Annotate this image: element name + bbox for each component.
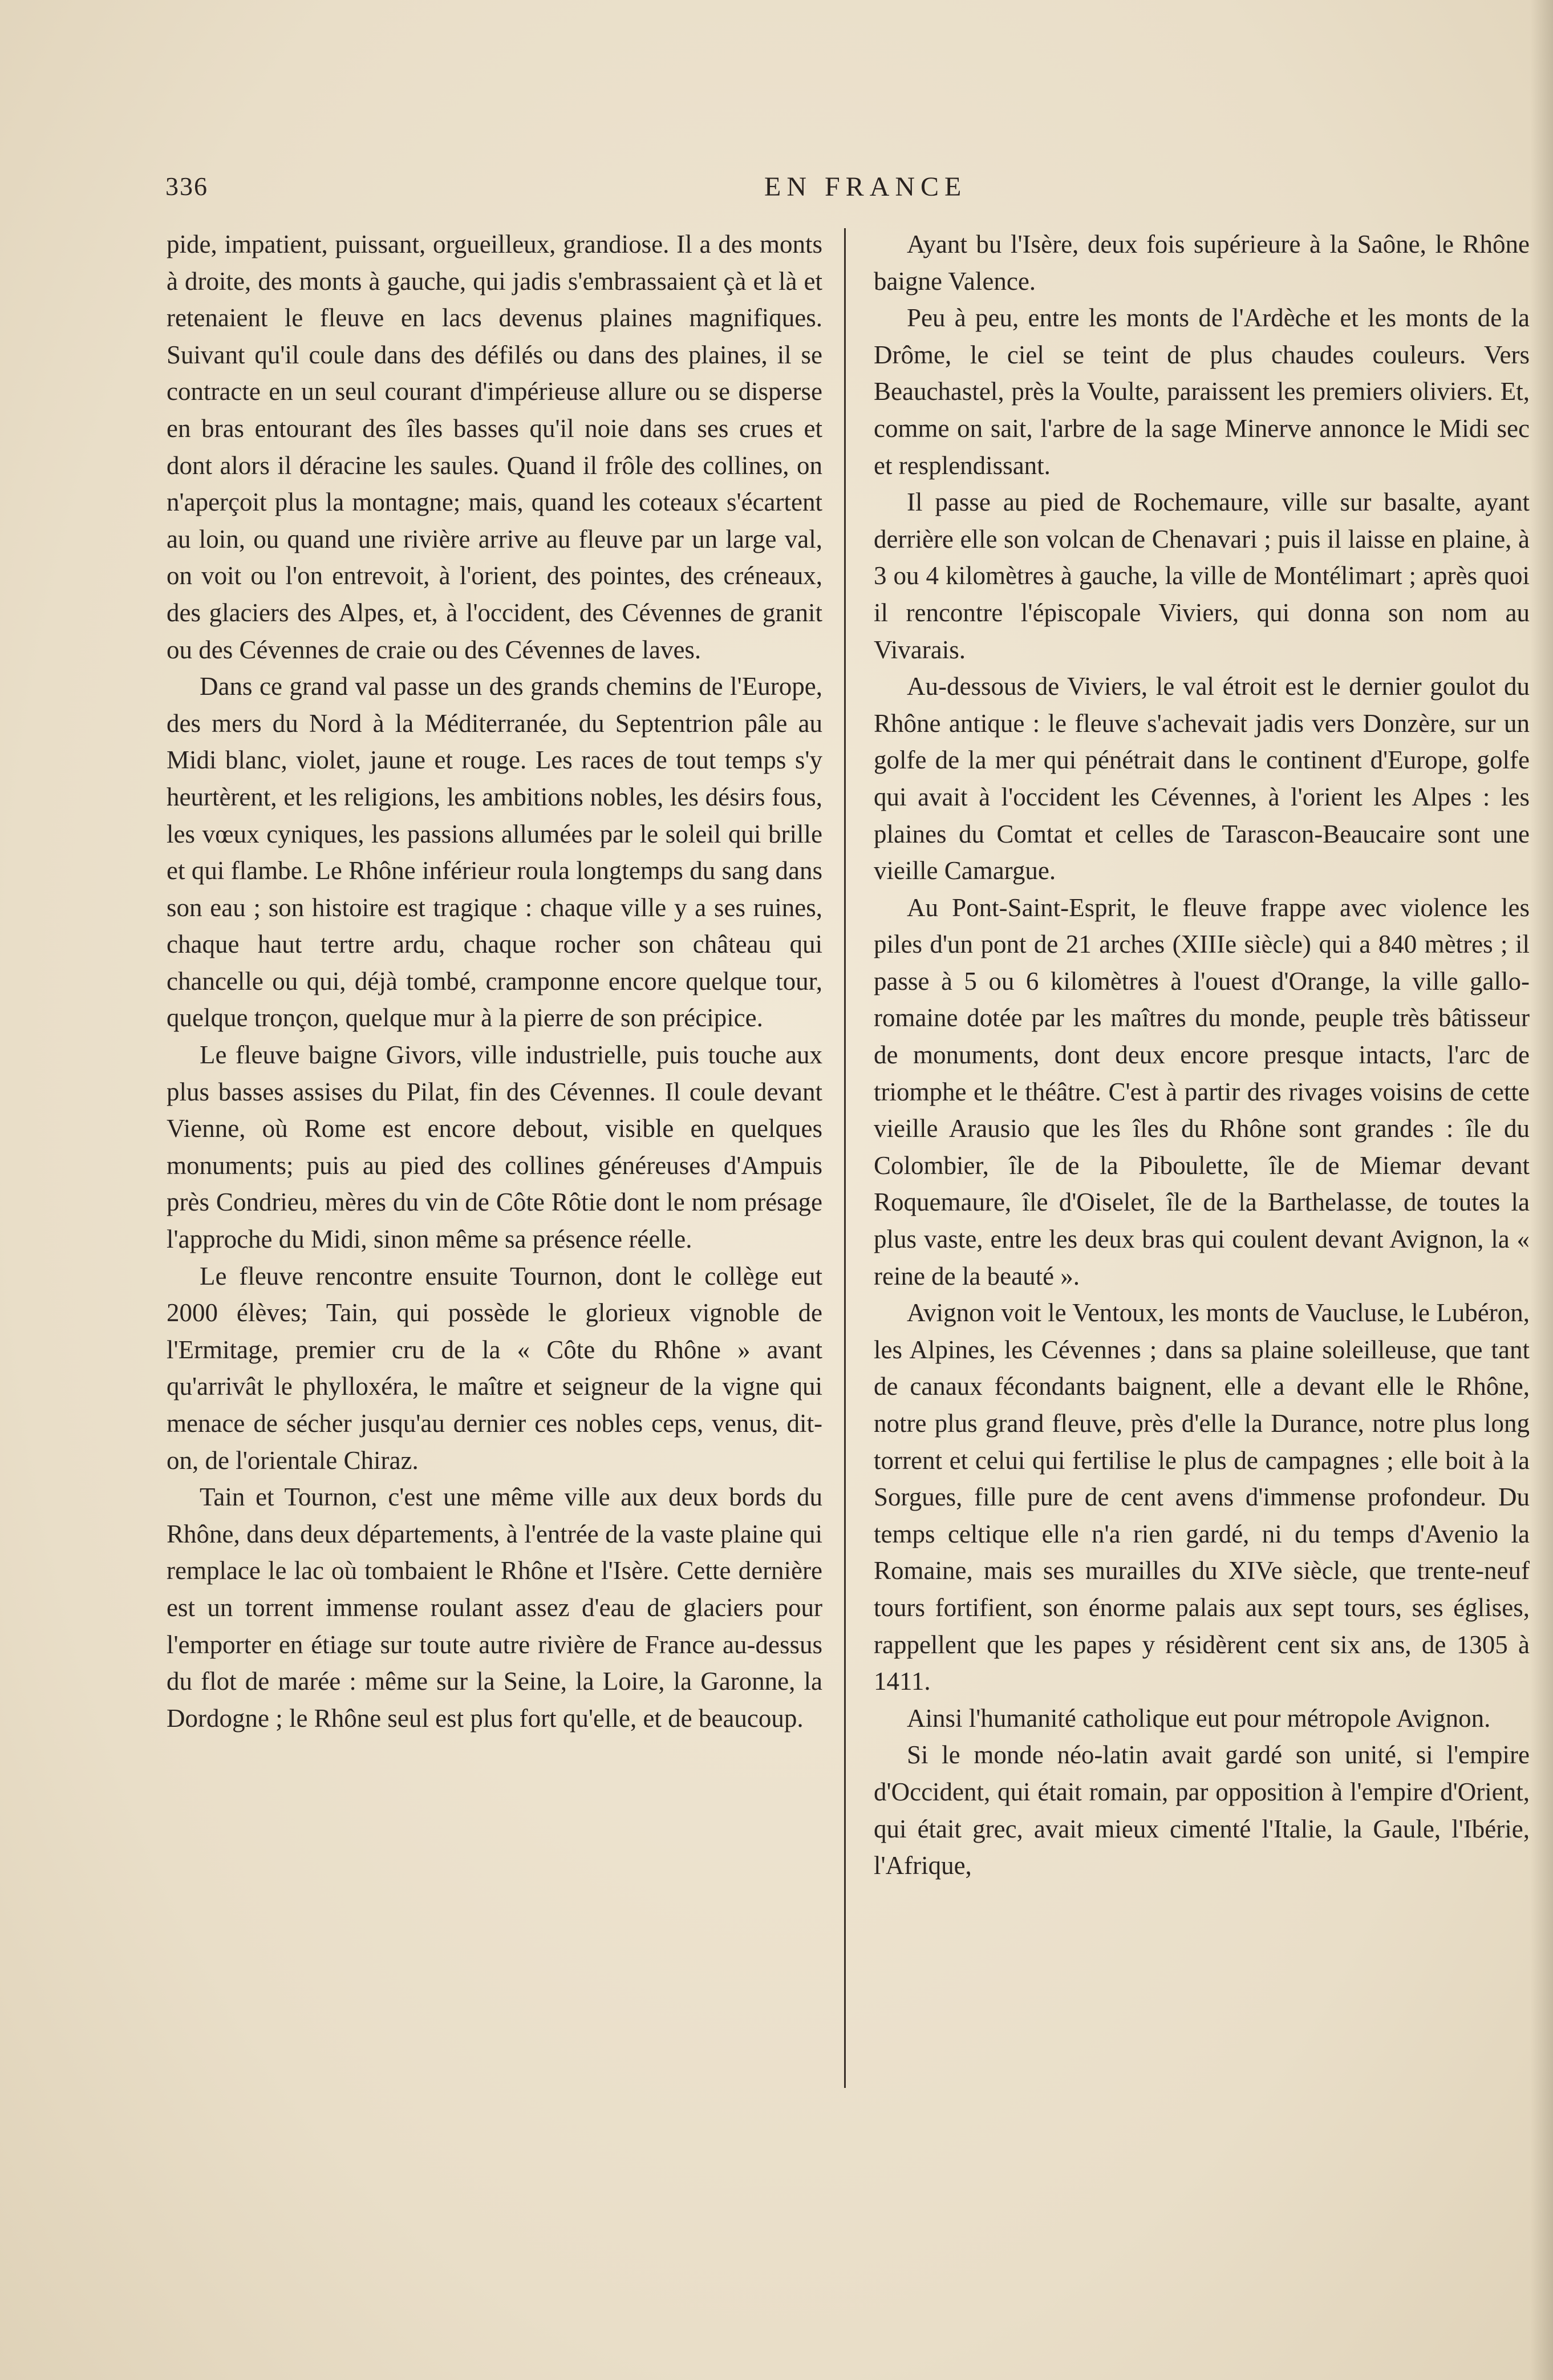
paragraph: Au Pont-Saint-Esprit, le fleuve frappe avec violence les piles d'un pont de 21 arches (XIIIe siècle) qui a 840 mètres ; il passe à 5 ou 6 kilomètres à l'ouest d'Orange, la ville gallo-romaine dotée par les maîtres du monde, peuple très bâtisseur de monuments, dont deux encore presque intacts, l'arc de triomphe et le théâtre. C'est à partir des rivages voisins de cette vieille Arausio que les îles du Rhône sont grandes : île du Colombier, île de la Piboulette, île de Miemar devant Roquemaure, île d'Oiselet, île de la Barthelasse, de toutes la plus vaste, entre les deux bras qui coulent devant Avignon, la « reine de la beauté ». bbox=[874, 893, 1530, 1290]
paragraph: Le fleuve rencontre ensuite Tournon, dont le collège eut 2000 élèves; Tain, qui possède le glorieux vignoble de l'Ermitage, premier cru de la « Côte du Rhône » avant qu'arrivât le phylloxéra, le maître et seigneur de la vigne qui menace de sécher jusqu'au dernier ces nobles ceps, venus, dit-on, de l'orientale Chiraz. bbox=[167, 1261, 822, 1475]
paragraph: Ainsi l'humanité catholique eut pour métropole Avignon. bbox=[907, 1703, 1491, 1733]
paragraph: Avignon voit le Ventoux, les monts de Vaucluse, le Lubéron, les Alpines, les Cévennes ; dans sa plaine soleilleuse, que tant de canaux fécondants baignent, elle a devant elle le Rhône, notre plus grand fleuve, près d'elle la Durance, notre plus long torrent et celui qui fertilise le plus de campagnes ; elle boit à la Sorgues, fille pure de cent avens d'immense profondeur. Du temps celtique elle n'a rien gardé, ni du temps d'Avenio la Romaine, mais ses murailles du XIVe siècle, que trente-neuf tours fortifient, son énorme palais aux sept tours, ses églises, rappellent que les papes y résidèrent cent six ans, de 1305 à 1411. bbox=[874, 1298, 1530, 1696]
paragraph: Le fleuve baigne Givors, ville industrielle, puis touche aux plus basses assises du Pilat, fin des Cévennes. Il coule devant Vienne, où Rome est encore debout, visible en quelques monuments; puis au pied des collines généreuses d'Ampuis près Condrieu, mères du vin de Côte Rôtie dont le nom présage l'approche du Midi, sinon même sa présence réelle. bbox=[167, 1041, 822, 1254]
page-header bbox=[165, 171, 1534, 217]
left-column bbox=[167, 226, 822, 1737]
paragraph: pide, impatient, puissant, orgueilleux, grandiose. Il a des monts à droite, des monts à gauche, qui jadis s'embrassaient çà et là et retenaient le fleuve en lacs devenus plaines magnifiques. Suivant qu'il coule dans des défilés ou dans des plaines, il se contracte en un seul courant d'impérieuse allure ou se disperse en bras entourant des îles basses qu'il noie dans ses crues et dont alors il déracine les saules. Quand il frôle des collines, on n'aperçoit plus la montagne; mais, quand les coteaux s'écartent au loin, ou quand une rivière arrive au fleuve par un large val, on voit ou l'on entrevoit, à l'orient, des pointes, des créneaux, des glaciers des Alpes, et, à l'occident, des Cévennes de granit ou des Cévennes de craie ou des Cévennes de laves. bbox=[167, 230, 822, 664]
page-number: 336 bbox=[165, 172, 208, 201]
right-column bbox=[874, 226, 1530, 1884]
paragraph: Tain et Tournon, c'est une même ville aux deux bords du Rhône, dans deux départements, à l'entrée de la vaste plaine qui remplace le lac où tombaient le Rhône et l'Isère. Cette dernière est un torrent immense roulant assez d'eau de glaciers pour l'emporter en étiage sur toute autre rivière de France au-dessus du flot de marée : même sur la Seine, la Loire, la Garonne, la Dordogne ; le Rhône seul est plus fort qu'elle, et de beaucoup. bbox=[167, 1483, 822, 1733]
paragraph: Il passe au pied de Rochemaure, ville sur basalte, ayant derrière elle son volcan de Chenavari ; puis il laisse en plaine, à 3 ou 4 kilomètres à gauche, la ville de Montélimart ; après quoi il rencontre l'épiscopale Viviers, qui donna son nom au Vivarais. bbox=[874, 488, 1530, 664]
paragraph: Peu à peu, entre les monts de l'Ardèche et les monts de la Drôme, le ciel se teint de plus chaudes couleurs. Vers Beauchastel, près la Voulte, paraissent les premiers oliviers. Et, comme on sait, l'arbre de la sage Minerve annonce le Midi sec et resplendissant. bbox=[874, 303, 1530, 480]
running-head: EN FRANCE bbox=[764, 172, 967, 202]
page-gutter-shadow bbox=[1530, 0, 1553, 2380]
paragraph: Au-dessous de Viviers, le val étroit est le dernier goulot du Rhône antique : le fleuve s'achevait jadis vers Donzère, sur un golfe de la mer qui pénétrait dans le continent d'Europe, golfe qui avait à l'occident les Cévennes, à l'orient les Alpes : les plaines du Comtat et celles de Tarascon-Beaucaire sont une vieille Camargue. bbox=[874, 672, 1530, 885]
paragraph: Ayant bu l'Isère, deux fois supérieure à la Saône, le Rhône baigne Valence. bbox=[874, 230, 1530, 296]
paragraph: Dans ce grand val passe un des grands chemins de l'Europe, des mers du Nord à la Méditerranée, du Septentrion pâle au Midi blanc, violet, jaune et rouge. Les races de tout temps s'y heurtèrent, et les religions, les ambitions nobles, les désirs fous, les vœux cyniques, les passions allumées par le soleil qui brille et qui flambe. Le Rhône inférieur roula longtemps du sang dans son eau ; son histoire est tragique : chaque ville y a ses ruines, chaque haut tertre ardu, chaque rocher son château qui chancelle ou qui, déjà tombé, cramponne encore quelque tour, quelque tronçon, quelque mur à la pierre de son précipice. bbox=[167, 672, 822, 1033]
column-divider bbox=[844, 228, 846, 2088]
paragraph: Si le monde néo-latin avait gardé son unité, si l'empire d'Occident, qui était romain, par opposition à l'empire d'Orient, qui était grec, avait mieux cimenté l'Italie, la Gaule, l'Ibérie, l'Afrique, bbox=[874, 1741, 1530, 1880]
